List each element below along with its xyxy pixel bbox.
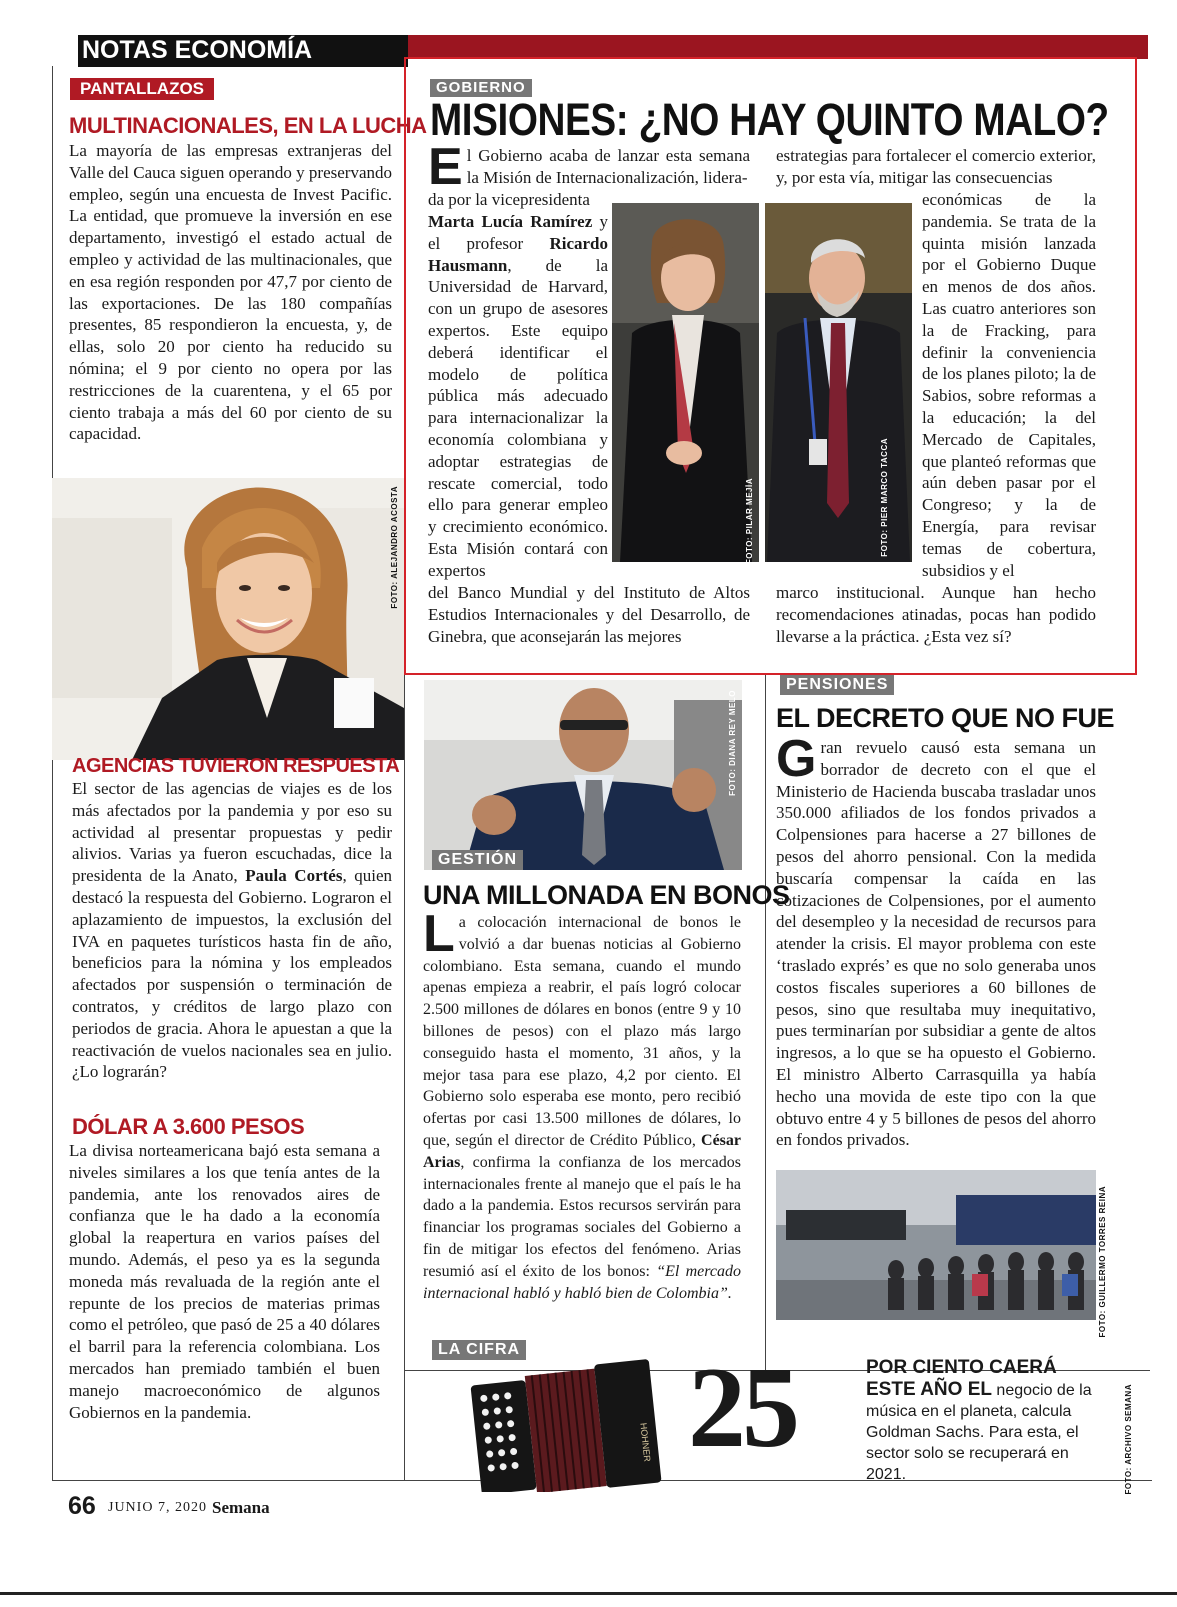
accordion-icon bbox=[465, 1356, 665, 1492]
page-edge bbox=[0, 1592, 1177, 1595]
column-rule bbox=[404, 675, 405, 1481]
magazine-name: Semana bbox=[212, 1498, 270, 1517]
photo-credit: FOTO: PILAR MEJÍA bbox=[745, 478, 754, 565]
pensiones-body: Gran revuelo causó esta semana un borrador de decreto con el que el Ministerio de Hacienda buscaba trasladar unos 350.000 afiliados de los fondos privados a Colpensiones para hacerse a 27 billones de pesos del ahorro pensional. Con la medida buscaría compensar la caída en las cotizaciones de Colpensiones, por el aumento del desempleo y la necesidad de recursos para atender la crisis. El mayor problema con este ‘traslado exprés’ es que no solo generaba unos costos fiscales superiores a 60 billones de pesos, sino que resultaba muy inequitativo, pues terminarían por subsidiar a gente de altos ingresos, a lo que se ha opuesto el Gobierno. El ministro Alberto Carrasquilla ya había hecho una movida de este tipo con la que obtuvo entre 4 y 5 billones de pesos del ahorro en fondos privados. bbox=[776, 730, 1096, 1150]
cifra-tag: LA CIFRA bbox=[432, 1340, 526, 1360]
misiones-col1-tail: del Banco Mundial y del Instituto de Altos Estudios Internacionales y del Desarrollo, de Ginebra, que aconsejarán las mejores bbox=[428, 583, 750, 646]
dolar-body: La divisa norteamericana bajó esta semana a niveles similares a los que tenía antes de la pandemia, ante los renovados aires de confianza que le ha dado a la economía global la reapertura en varios países del mundo. Además, el peso ya es la segunda moneda más revaluada de la región ante el repunte de los precios de materias primas como el petróleo, que pasó de 25 a 40 dólares el barril para la referencia colombiana. Los mercados han premiado también el buen manejo macroeconómico de algunos Gobiernos en la pandemia. bbox=[69, 1141, 380, 1422]
agencias-headline: AGENCIAS TUVIERON RESPUESTA bbox=[72, 755, 400, 777]
photo-credit: FOTO: ARCHIVO SEMANA bbox=[1124, 1384, 1133, 1495]
section-title: NOTAS ECONOMÍA bbox=[82, 36, 313, 64]
pensiones-headline: EL DECRETO QUE NO FUE bbox=[776, 703, 1115, 733]
column-rule bbox=[765, 675, 766, 1370]
misiones-col1-top: El Gobierno acaba de lanzar esta semana la Misión de Internacionalización, lidera- da por la vicepresidenta bbox=[428, 138, 750, 209]
photo-credit: FOTO: DIANA REY MELO bbox=[728, 690, 737, 796]
section-bar-accent bbox=[408, 35, 1148, 59]
marta-lucia-ramirez-photo bbox=[612, 203, 759, 565]
gestion-body: La colocación internacional de bonos le volvió a dar buenas noticias al Gobierno colombiano. Esta semana, cuando el mundo apenas empieza a reabrir, el país logró colocar 2.500 millones de dólares en bonos (entre 9 y 10 billones de pesos) con el plazo más largo conseguido hasta el momento, 31 años, y la mejor tasa para ese plazo, 4,2 por ciento. El Gobierno solo esperaba ese monto, pero recibió ofertas por casi 13.500 millones de dólares, lo que, según el director de Crédito Público, César Arias, confirma la confianza de los mercados internacionales frente al manejo que el país le ha dado a la pandemia. Estos recursos servirán para financiar los programas sociales del Gobierno a fin de mitigar los efectos del fenómeno. Arias resumió así el éxito de los bonos: “El mercado internacional habló y habló bien de Colombia”. bbox=[423, 905, 741, 1302]
gestion-tag: GESTIÓN bbox=[432, 850, 523, 870]
pantallazos-tag: PANTALLAZOS bbox=[70, 78, 214, 100]
pantallazos-headline: MULTINACIONALES, EN LA LUCHA bbox=[69, 113, 427, 138]
photo-credit: FOTO: GUILLERMO TORRES REINA bbox=[1098, 1186, 1107, 1338]
accordion-brand: HOHNER bbox=[638, 1422, 653, 1463]
pantallazos-body: La mayoría de las empresas extranjeras del Valle del Cauca siguen operando y preservando empleo, según una encuesta de Invest Pacific. La entidad, que promueve la inversión en ese departamento, investigó el estado actual de empleo y actividad de las multinacionales, que en esa región responden por 47,7 por ciento de las exportaciones. De las 180 compañías presentes, 85 respondieron la encuesta, y, de ellas, solo 20 por ciento ha reducido su nómina; el 9 por ciento no opera por las restricciones de la cuarentena, y el 65 por ciento trabaja a más del 60 por ciento de su capacidad. bbox=[69, 141, 392, 444]
dropcap: L bbox=[423, 905, 455, 963]
misiones-tag: GOBIERNO bbox=[430, 79, 532, 97]
dolar-headline: DÓLAR A 3.600 PESOS bbox=[72, 1114, 305, 1139]
misiones-col1-narrow: Marta Lucía Ramírez y el profesor Ricardo Hausmann, de la Universidad de Harvard, con un grupo de asesores expertos. Este equipo deberá identificar el modelo de política pública más adecuado para internacionalizar la economía colombiana y adoptar estrategias de rescate comercial, todo ello para generar empleo y crecimiento económico. Esta Misión contará con expertos bbox=[428, 212, 608, 580]
dropcap: G bbox=[776, 730, 817, 788]
paula-cortes-photo bbox=[52, 478, 404, 760]
column-rule bbox=[52, 66, 53, 1481]
agencias-body: El sector de las agencias de viajes es de los más afectados por la pandemia y por eso su actividad al presentar propuestas y pedir alivios. Varias ya fueron escuchadas, dice la presidenta de la Anato, Paula Cortés, quien destacó la respuesta del Gobierno. Lograron el aplazamiento de impuestos, la exclusión del IVA en paquetes turísticos hasta fin de año, beneficios para la nómina y los empleados afectados por suspensión o terminación de contratos, y créditos de largo plazo con periodos de gracia. Ahora le apuestan a que la reactivación de vuelos nacionales sea en julio. ¿Lo lograrán? bbox=[72, 779, 392, 1082]
misiones-col2-top: estrategias para fortalecer el comercio exterior, y, por esta vía, mitigar las consecuencias bbox=[776, 146, 1096, 187]
photo-credit: FOTO: ALEJANDRO ACOSTA bbox=[390, 486, 399, 609]
cesar-arias-photo bbox=[424, 680, 742, 870]
issue-date: JUNIO 7, 2020 bbox=[108, 1500, 207, 1515]
dropcap: E bbox=[428, 138, 463, 196]
colpensiones-queue-photo bbox=[776, 1170, 1096, 1320]
cifra-text: POR CIENTO CAERÁ ESTE AÑO EL negocio de la música en el planeta, calcula Goldman Sachs. Para esta, el sector solo se recuperará en 2021. bbox=[866, 1357, 1092, 1483]
gestion-headline: UNA MILLONADA EN BONOS bbox=[423, 880, 790, 910]
misiones-headline: MISIONES: ¿NO HAY QUINTO MALO? bbox=[430, 94, 1109, 145]
page-number: 66 bbox=[68, 1492, 96, 1520]
pensiones-tag: PENSIONES bbox=[780, 675, 894, 695]
misiones-col2-narrow: económicas de la pandemia. Se trata de la quinta misión lanzada por el Gobierno Duque en menos de dos años. Las cuatro anteriores son la de Fracking, para definir la conveniencia de los planes piloto; la de Sabios, sobre reformas a la educación; la del Mercado de Capitales, que planteó reformas que aún deben pasar por el Congreso; y la de Energía, para revisar temas de cobertura, subsidios y el bbox=[922, 190, 1096, 580]
photo-credit: FOTO: PIER MARCO TACCA bbox=[880, 438, 889, 557]
cifra-number: 25 bbox=[688, 1344, 796, 1472]
misiones-col2-tail: marco institucional. Aunque han hecho recomendaciones atinadas, pocas han podido llevarse a la práctica. ¿Esta vez sí? bbox=[776, 583, 1096, 646]
ricardo-hausmann-photo bbox=[765, 203, 912, 562]
